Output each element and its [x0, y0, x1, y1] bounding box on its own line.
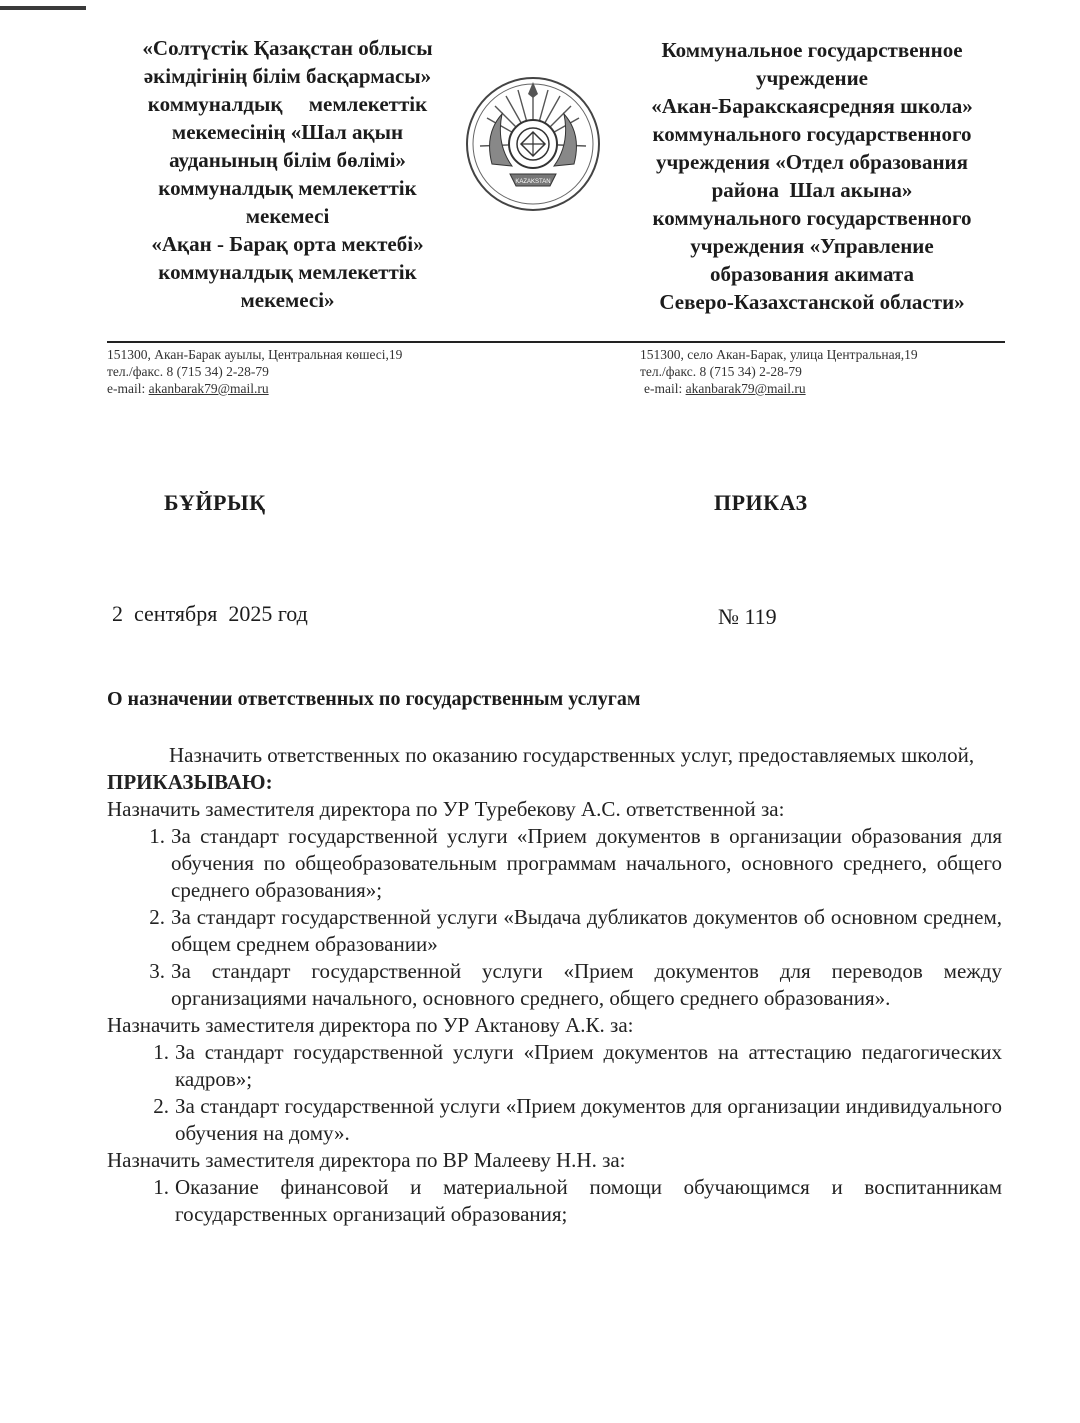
email-line [107, 380, 402, 397]
list-item [137, 823, 1002, 904]
order-body [107, 742, 1002, 1228]
header-left-line: мекемесі [245, 204, 330, 228]
header-left-line: әкімдігінің білім басқармасы» [143, 64, 432, 88]
phone-line: тел./факс. 8 (715 34) 2-28-79 [107, 364, 269, 379]
header-right-line: «Акан-Баракскаясредняя школа» [651, 94, 973, 118]
header-left-line: «Ақан - Барақ орта мектебі» [151, 232, 424, 256]
item-text: За стандарт государственной услуги «Выдача дубликатов документов об основном среднем, общем среднем образовании» [171, 905, 1002, 956]
item-number: 1. [153, 1175, 169, 1199]
emblem-text: KAZAKSTAN [515, 179, 551, 185]
section-heading: Назначить заместителя директора по УР Актанову А.К. за: [107, 1013, 634, 1037]
address-right [640, 346, 918, 397]
list-item [137, 904, 1002, 958]
header-left-line: мекемесінің «Шал ақын [171, 120, 404, 144]
address-line: 151300, Акан-Барак ауылы, Центральная көшесі,19 [107, 347, 403, 362]
address-line: 151300, село Акан-Барак, улица Центральная,19 [640, 347, 918, 362]
header-right-line: учреждения «Управление [690, 234, 934, 258]
item-text: Оказание финансовой и материальной помощи обучающимся и воспитанникам государственных организаций образования; [175, 1175, 1002, 1226]
order-number: № 119 [718, 604, 777, 629]
header-right-line: коммунального государственного [652, 206, 972, 230]
header-right-russian [612, 36, 1012, 316]
email-label: e-mail: [644, 381, 686, 396]
item-number: 2. [149, 905, 165, 929]
item-number: 1. [153, 1040, 169, 1064]
email-label: e-mail: [107, 381, 149, 396]
item-text: За стандарт государственной услуги «Прием документов для организации индивидуального обучения на дому». [175, 1094, 1002, 1145]
order-date: 2 сентября 2025 год [112, 601, 308, 626]
list-item [141, 1174, 1002, 1228]
header-left-line: ауданының білім бөлімі» [169, 148, 406, 172]
header-right-line: образования акимата [709, 262, 914, 286]
list-item [141, 1039, 1002, 1093]
address-left [107, 346, 402, 397]
header-left-line: коммуналдық мемлекеттік [158, 176, 417, 200]
header-right-line: Северо-Казахстанской области» [659, 290, 965, 314]
phone-line: тел./факс. 8 (715 34) 2-28-79 [640, 364, 802, 379]
item-number: 1. [149, 824, 165, 848]
kazakhstan-emblem-icon [464, 74, 602, 214]
section-heading: Назначить заместителя директора по УР Туребекову А.С. ответственной за: [107, 797, 785, 821]
header-left-line: мекемесі» [240, 288, 335, 312]
header-left-line: коммуналдық мемлекеттік [158, 260, 417, 284]
item-number: 3. [149, 959, 165, 983]
header-left-line: коммуналдық мемлекеттік [147, 92, 428, 116]
scan-corner-mark [0, 6, 86, 10]
order-word: ПРИКАЗЫВАЮ: [107, 770, 273, 794]
email-link[interactable]: akanbarak79@mail.ru [148, 381, 269, 396]
document-title-kazakh: БҰЙРЫҚ [164, 490, 266, 515]
section-heading: Назначить заместителя директора по ВР Малееву Н.Н. за: [107, 1148, 626, 1172]
header-right-line: Коммунальное государственное [661, 38, 963, 62]
intro-paragraph: Назначить ответственных по оказанию государственных услуг, предоставляемых школой, [169, 743, 975, 767]
order-subject: О назначении ответственных по государственным услугам [107, 688, 641, 710]
header-right-line: учреждения «Отдел образования [655, 150, 969, 174]
document-title-russian: ПРИКАЗ [714, 490, 808, 515]
header-divider [107, 341, 1005, 343]
header-left-line: «Солтүстік Қазақстан облысы [142, 36, 433, 60]
item-number: 2. [153, 1094, 169, 1118]
header-right-line: учреждение [755, 66, 869, 90]
email-line [640, 380, 918, 397]
list-item [141, 1093, 1002, 1147]
header-right-line: района Шал акына» [711, 178, 913, 202]
item-text: За стандарт государственной услуги «Прием документов на аттестацию педагогических кадров»; [175, 1040, 1002, 1091]
item-text: За стандарт государственной услуги «Прием документов в организации образования для обучения по общеобразовательным программам начального, основного среднего, общего среднего образования»; [171, 824, 1002, 902]
item-text: За стандарт государственной услуги «Прием документов для переводов между организациями начального, основного среднего, общего среднего образования». [171, 959, 1002, 1010]
header-left-kazakh [100, 34, 475, 314]
header-right-line: коммунального государственного [652, 122, 972, 146]
email-link[interactable]: akanbarak79@mail.ru [685, 381, 806, 396]
list-item [137, 958, 1002, 1012]
